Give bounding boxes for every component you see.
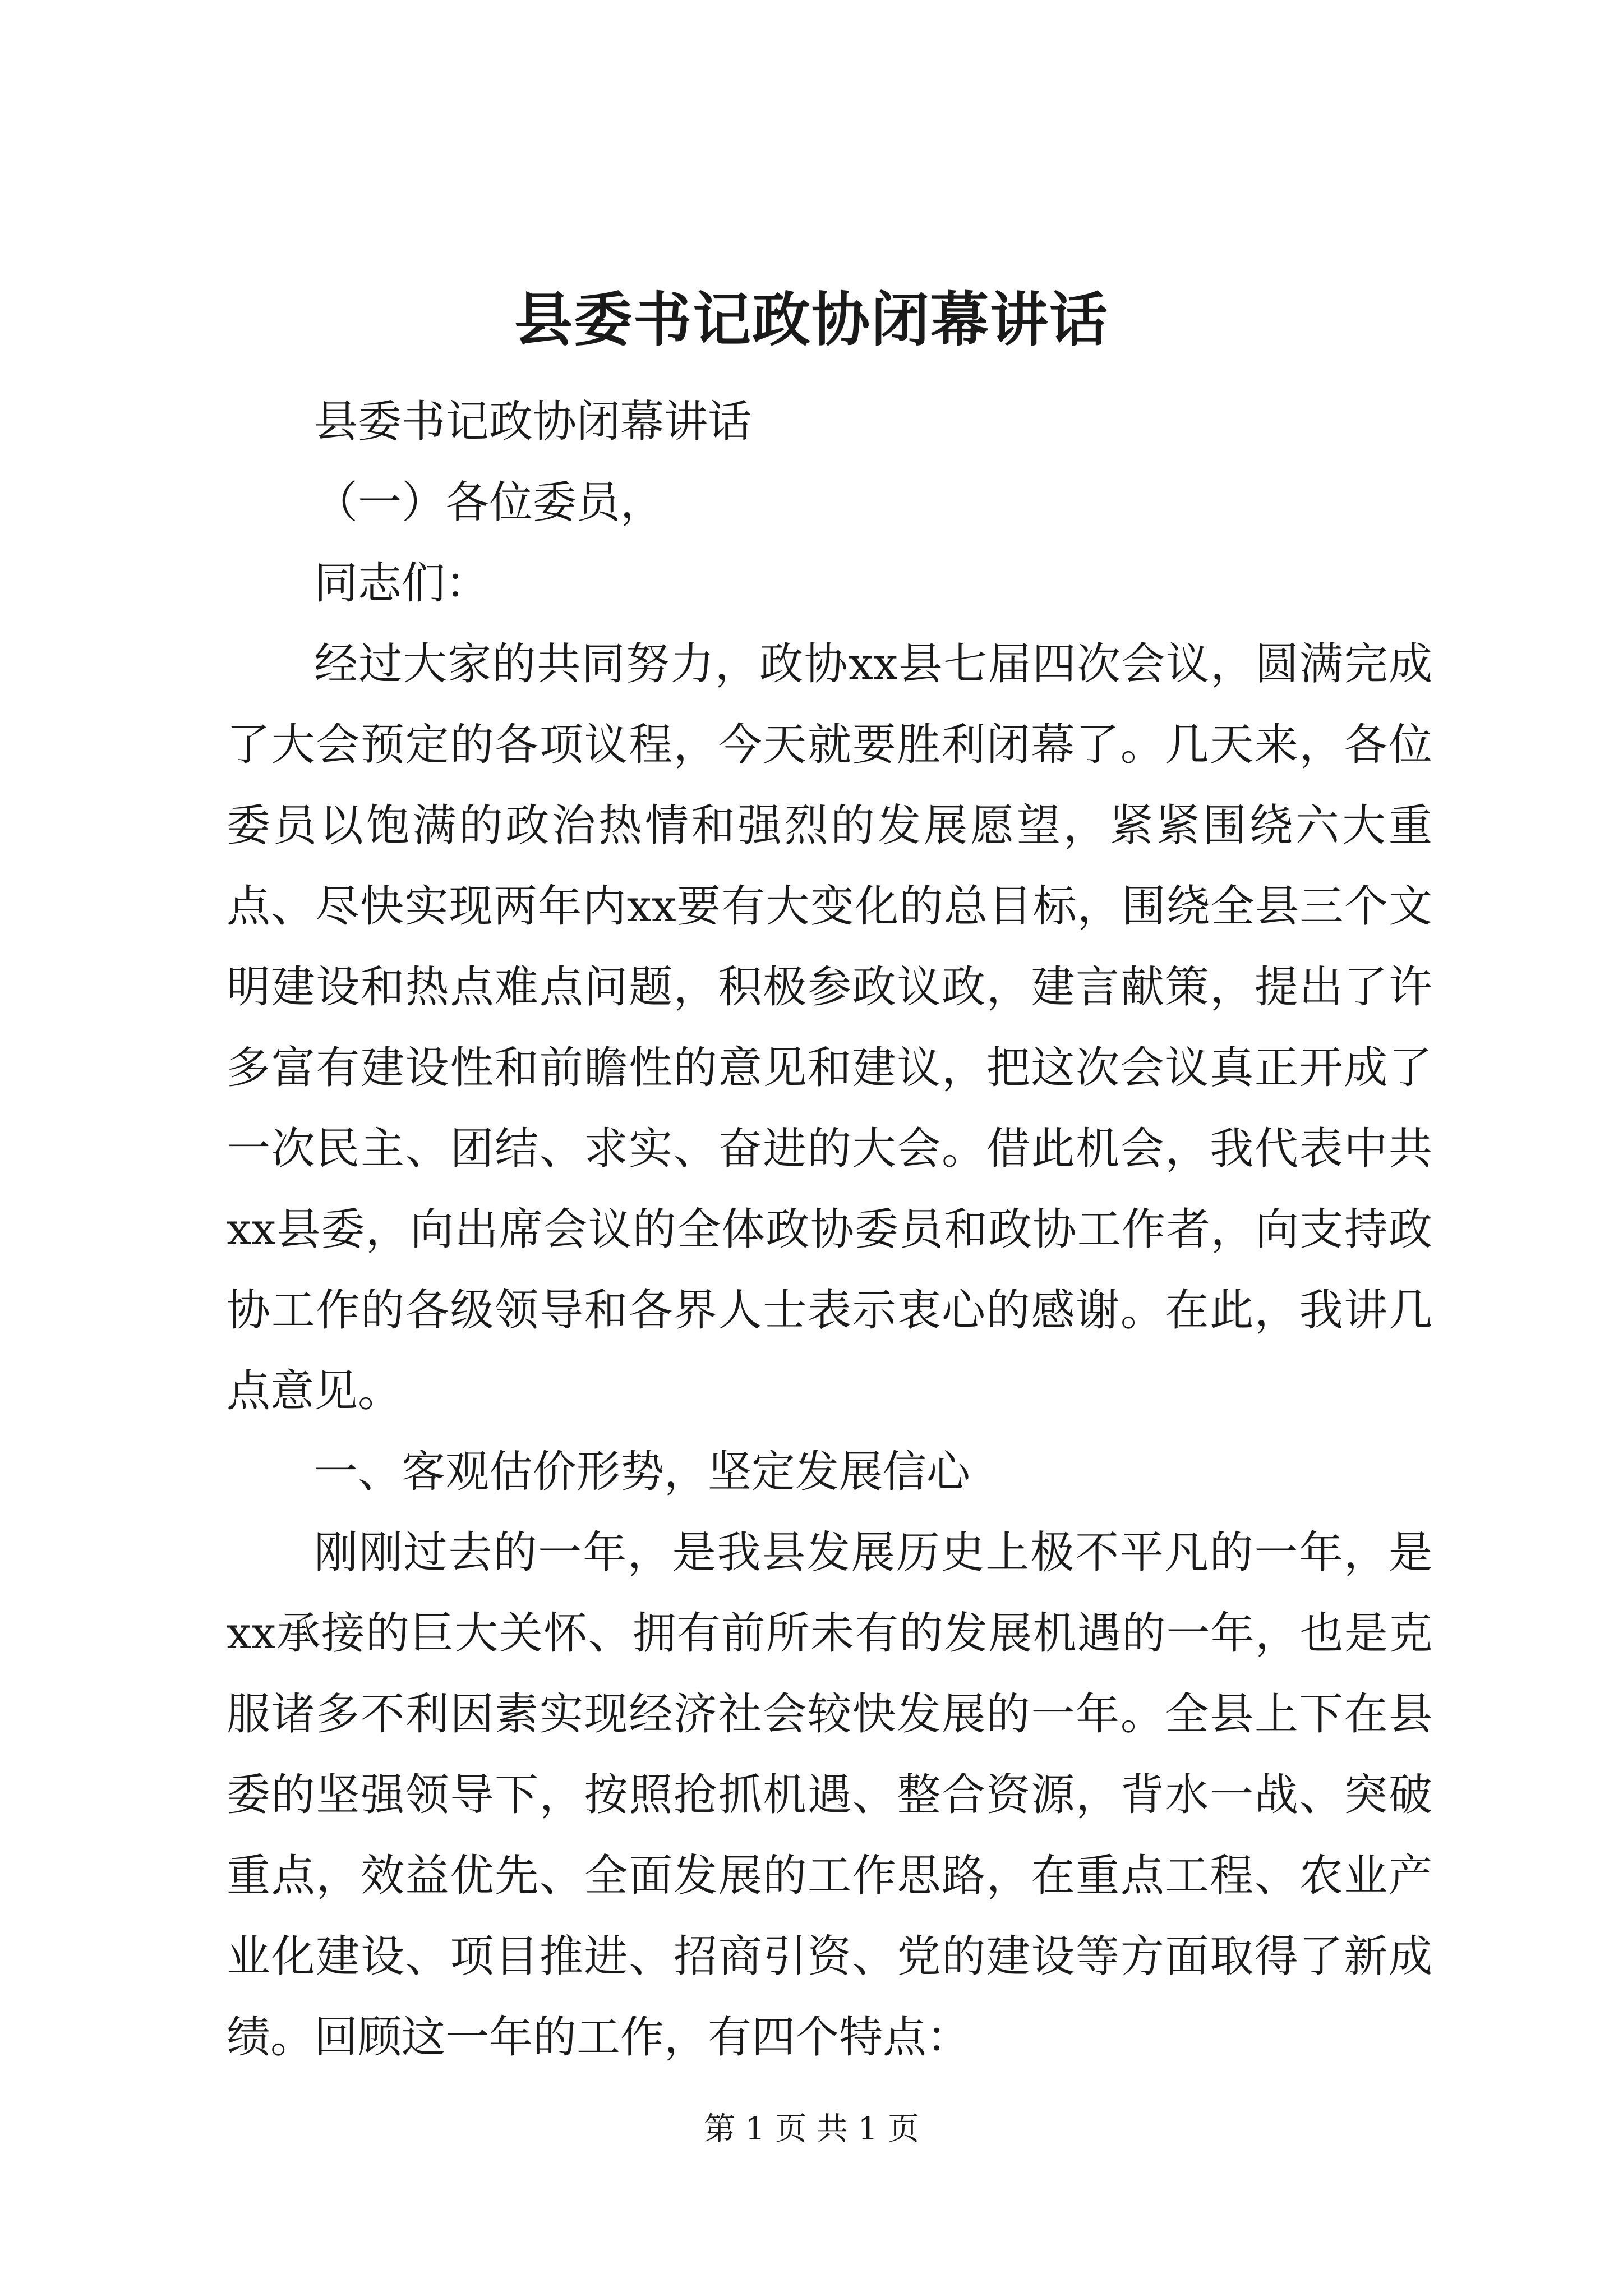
paragraph-opening: 经过大家的共同努力，政协xx县七届四次会议，圆满完成了大会预定的各项议程，今天就要胜利闭幕了。几天来，各位委员以饱满的政治热情和强烈的发展愿望，紧紧围绕六大重点、尽快实现两年内xx要有大变化的总目标，围绕全县三个文明建设和热点难点问题，积极参政议政，建言献策，提出了许多富有建设性和前瞻性的意见和建议，把这次会议真正开成了一次民主、团结、求实、奋进的大会。借此机会，我代表中共xx县委，向出席会议的全体政协委员和政协工作者，向支持政协工作的各级领导和各界人士表示衷心的感谢。在此，我讲几点意见。 [227,639,1432,1416]
paragraph-salutation-1: （一）各位委员， [314,477,665,528]
paragraph-subtitle: 县委书记政协闭幕讲话 [314,397,752,447]
document-body [227,381,1432,2078]
document-title: 县委书记政协闭幕讲话 [514,285,1109,354]
paragraph-review: 刚刚过去的一年，是我县发展历史上极不平凡的一年，是xx承接的巨大关怀、拥有前所未有的发展机遇的一年，也是克服诸多不利因素实现经济社会较快发展的一年。全县上下在县委的坚强领导下，按照抢抓机遇、整合资源，背水一战、突破重点，效益优先、全面发展的工作思路，在重点工程、农业产业化建设、项目推进、招商引资、党的建设等方面取得了新成绩。回顾这一年的工作，有四个特点： [227,1527,1432,2063]
page-footer: 第 1 页 共 1 页 [703,2111,920,2147]
paragraph-salutation-2: 同志们： [314,558,490,609]
section-heading-1: 一、客观估价形势，坚定发展信心 [314,1447,971,1497]
